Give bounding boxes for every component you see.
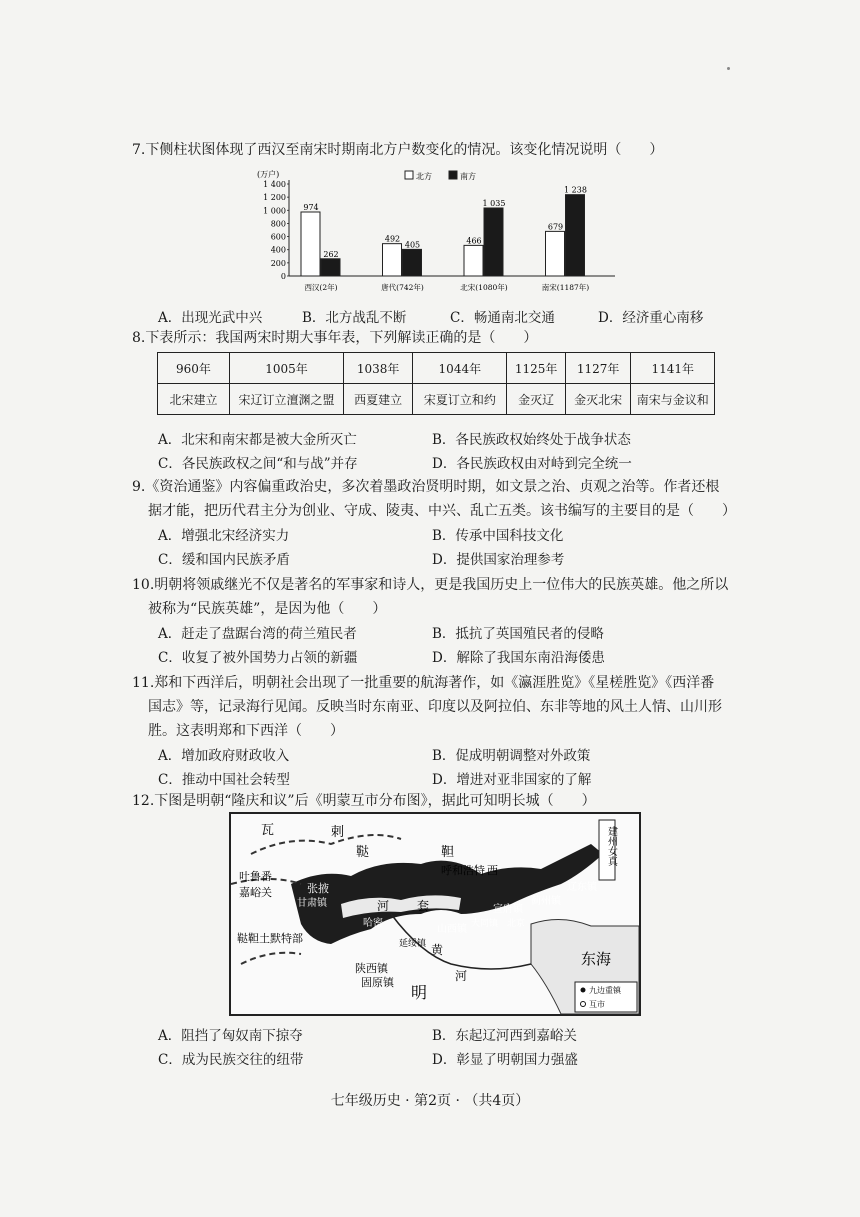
q12-option-a[interactable]: A．阻挡了匈奴南下掠夺 — [158, 1028, 303, 1044]
map-label-huang: 黄 — [431, 943, 444, 957]
map-label-ming: 明 — [411, 983, 428, 1002]
scan-speck — [727, 67, 730, 70]
chart-legend-label: 南方 — [460, 172, 476, 181]
table-cell-event: 宋辽订立澶渊之盟 — [229, 384, 343, 415]
q9-option-d[interactable]: D．提供国家治理参考 — [432, 552, 565, 568]
household-bar-chart — [255, 168, 615, 298]
chart-legend-swatch — [405, 171, 413, 179]
map-label-xuanfu: 宣府镇 — [493, 904, 523, 915]
chart-legend-swatch — [449, 171, 457, 179]
map-label-donghai: 东海 — [581, 950, 612, 968]
chart-bar — [383, 244, 402, 276]
chart-svg — [255, 168, 615, 298]
chart-data-label: 1 238 — [564, 185, 587, 195]
table-cell-event: 宋夏订立和约 — [413, 384, 507, 415]
chart-unit-label: (万户) — [257, 170, 280, 179]
map-label-shaanxi: 陕西镇 — [355, 962, 388, 975]
table-cell-year: 1127年 — [565, 353, 631, 384]
q9-stem-line2: 据才能，把历代君主分为创业、守成、陵夷、中兴、乱亡五类。该书编写的主要目的是（ ） — [148, 503, 736, 519]
map-label-he2: 河 — [455, 969, 468, 983]
table-cell-year: 1038年 — [344, 353, 413, 384]
q8-stem: 8.下表所示：我国两宋时期大事年表，下列解读正确的是（ ） — [132, 330, 538, 346]
q10-option-a[interactable]: A．赶走了盘踞台湾的荷兰殖民者 — [158, 626, 357, 642]
chart-data-label: 974 — [303, 202, 319, 212]
chart-bar — [321, 259, 340, 276]
q8-option-c[interactable]: C．各民族政权之间“和与战”并存 — [158, 456, 358, 472]
page-footer: 七年级历史 · 第2页 · （共4页） — [330, 1093, 530, 1109]
chart-y-tick-label: 0 — [280, 272, 286, 281]
map-label-liaodong: 辽东镇 — [567, 882, 597, 893]
q8-option-a[interactable]: A．北宋和南宋都是被大金所灭亡 — [158, 432, 357, 448]
q8-option-d[interactable]: D．各民族政权由对峙到完全统一 — [432, 456, 632, 472]
map-label-zhangye: 张掖 — [307, 882, 329, 895]
chart-y-tick-label: 400 — [270, 245, 286, 255]
map-label-datong: 大同镇 — [471, 919, 499, 929]
q11-option-a[interactable]: A．增加政府财政收入 — [158, 748, 290, 764]
map-label-jianzhou: 建州女真 — [605, 826, 617, 866]
table-row-years — [158, 353, 715, 384]
q7-option-c[interactable]: C．畅通南北交通 — [450, 310, 555, 326]
map-label-beijing: 北京 — [507, 919, 526, 929]
q11-stem-line1: 11.郑和下西洋后，明朝社会出现了一批重要的航海著作，如《瀛涯胜览》《星槎胜览》《西洋番 — [132, 675, 715, 691]
chart-y-tick-label: 1 200 — [263, 193, 286, 203]
chart-data-label: 1 035 — [482, 198, 506, 208]
chart-data-label: 466 — [466, 236, 482, 246]
q11-option-c[interactable]: C．推动中国社会转型 — [158, 772, 290, 788]
chart-bar — [464, 245, 483, 276]
map-label-xi: 西 — [487, 864, 498, 877]
map-label-huhehaote: 呼和浩特 — [441, 864, 485, 877]
q7-option-a[interactable]: A．出现光武中兴 — [158, 310, 263, 326]
q10-stem-line1: 10.明朝将领戚继光不仅是著名的军事家和诗人，更是我国历史上一位伟大的民族英雄。他之所以 — [132, 577, 729, 593]
q11-option-b[interactable]: B．促成明朝调整对外政策 — [432, 748, 591, 764]
q12-stem: 12.下图是明朝“隆庆和议”后《明蒙互市分布图》，据此可知明长城（ ） — [132, 793, 596, 809]
chart-x-tick-label: 北宋(1080年) — [460, 283, 508, 292]
map-label-da: 鞑 — [356, 845, 370, 860]
table-cell-year: 1141年 — [631, 353, 715, 384]
map-label-tumote: 鞑靼土默特部 — [237, 932, 303, 945]
chart-bar — [546, 231, 565, 276]
table-cell-event: 北宋建立 — [158, 384, 230, 415]
chart-data-label: 262 — [323, 249, 339, 259]
table-cell-event: 南宋与金议和 — [631, 384, 715, 415]
chart-data-label: 405 — [404, 240, 421, 250]
table-cell-year: 1005年 — [229, 353, 343, 384]
table-cell-event: 金灭辽 — [507, 384, 565, 415]
q9-stem-line1: 9.《资治通鉴》内容偏重政治史，多次着墨政治贤明时期，如文景之治、贞观之治等。作者还根 — [132, 479, 720, 495]
q9-option-a[interactable]: A．增强北宋经济实力 — [158, 528, 290, 544]
legend-dot-icon — [581, 988, 586, 993]
chart-y-tick-label: 1 000 — [263, 206, 286, 216]
q7-option-d[interactable]: D．经济重心南移 — [598, 310, 704, 326]
map-label-hami: 哈密 — [363, 918, 383, 929]
q10-option-d[interactable]: D．解除了我国东南沿海倭患 — [432, 650, 605, 666]
chart-x-tick-label: 南宋(1187年) — [541, 283, 590, 292]
chart-y-tick-label: 600 — [270, 232, 286, 242]
q11-option-d[interactable]: D．增进对亚非国家的了解 — [432, 772, 592, 788]
map-label-he: 河 — [377, 899, 390, 913]
border-line — [241, 953, 301, 964]
q10-option-b[interactable]: B．抵抗了英国殖民者的侵略 — [432, 626, 604, 642]
chart-bar — [484, 208, 503, 276]
map-label-dan: 靼 — [441, 845, 455, 860]
chart-data-label: 679 — [547, 222, 564, 232]
ming-mongol-market-map — [229, 812, 641, 1016]
chart-x-tick-label: 西汉(2年) — [304, 283, 338, 292]
q12-option-d[interactable]: D．彰显了明朝国力强盛 — [432, 1052, 578, 1068]
map-label-jizhou: 蓟州镇 — [531, 896, 561, 907]
q9-option-b[interactable]: B．传承中国科技文化 — [432, 528, 564, 544]
q11-stem-line2: 国志》等，记录海行见闻。反映当时东南亚、印度以及阿拉伯、东非等地的风土人情、山川形 — [148, 699, 722, 715]
chart-y-tick-label: 1 400 — [263, 180, 286, 189]
q10-stem-line2: 被称为“民族英雄”，是因为他（ ） — [148, 601, 387, 617]
map-label-wa: 瓦 — [261, 823, 275, 838]
q12-option-c[interactable]: C．成为民族交往的纽带 — [158, 1052, 304, 1068]
chart-y-tick-label: 200 — [270, 258, 286, 268]
q12-option-b[interactable]: B．东起辽河西到嘉峪关 — [432, 1028, 577, 1044]
q10-option-c[interactable]: C．收复了被外国势力占领的新疆 — [158, 650, 358, 666]
event-timeline-table — [157, 352, 715, 415]
chart-bar — [403, 249, 422, 276]
q7-option-b[interactable]: B．北方战乱不断 — [302, 310, 407, 326]
map-label-jiayuguan: 嘉峪关 — [239, 886, 272, 899]
map-label-guyuan: 固原镇 — [361, 976, 394, 989]
chart-data-label: 492 — [384, 234, 401, 244]
map-legend-hushi: 互市 — [589, 1000, 605, 1009]
q8-option-b[interactable]: B．各民族政权始终处于战争状态 — [432, 432, 631, 448]
q7-stem: 7.下侧柱状图体现了西汉至南宋时期南北方户数变化的情况。该变化情况说明（ ） — [132, 142, 664, 158]
map-label-gansu: 甘肃镇 — [297, 898, 327, 909]
map-label-yansui: 延绥镇 — [399, 939, 427, 949]
chart-legend-label: 北方 — [416, 172, 432, 181]
table-row-events — [158, 384, 715, 415]
table-cell-event: 西夏建立 — [344, 384, 413, 415]
table-cell-year: 1125年 — [507, 353, 565, 384]
map-label-tao: 套 — [417, 899, 430, 913]
chart-y-tick-label: 800 — [270, 219, 286, 229]
map-label-shanxi-zhen: 山西镇 — [437, 924, 467, 935]
q11-stem-line3: 胜。这表明郑和下西洋（ ） — [148, 723, 344, 739]
table-cell-event: 金灭北宋 — [565, 384, 631, 415]
q9-option-c[interactable]: C．缓和国内民族矛盾 — [158, 552, 290, 568]
table-cell-year: 1044年 — [413, 353, 507, 384]
map-legend-zhen: 九边重镇 — [589, 986, 621, 995]
chart-bar — [301, 212, 320, 276]
map-svg — [231, 814, 639, 1014]
map-label-la: 剌 — [331, 825, 345, 840]
chart-x-tick-label: 唐代(742年) — [381, 283, 424, 292]
chart-bar — [566, 195, 585, 276]
table-cell-year: 960年 — [158, 353, 230, 384]
map-label-tulufan: 吐鲁番 — [239, 870, 272, 883]
